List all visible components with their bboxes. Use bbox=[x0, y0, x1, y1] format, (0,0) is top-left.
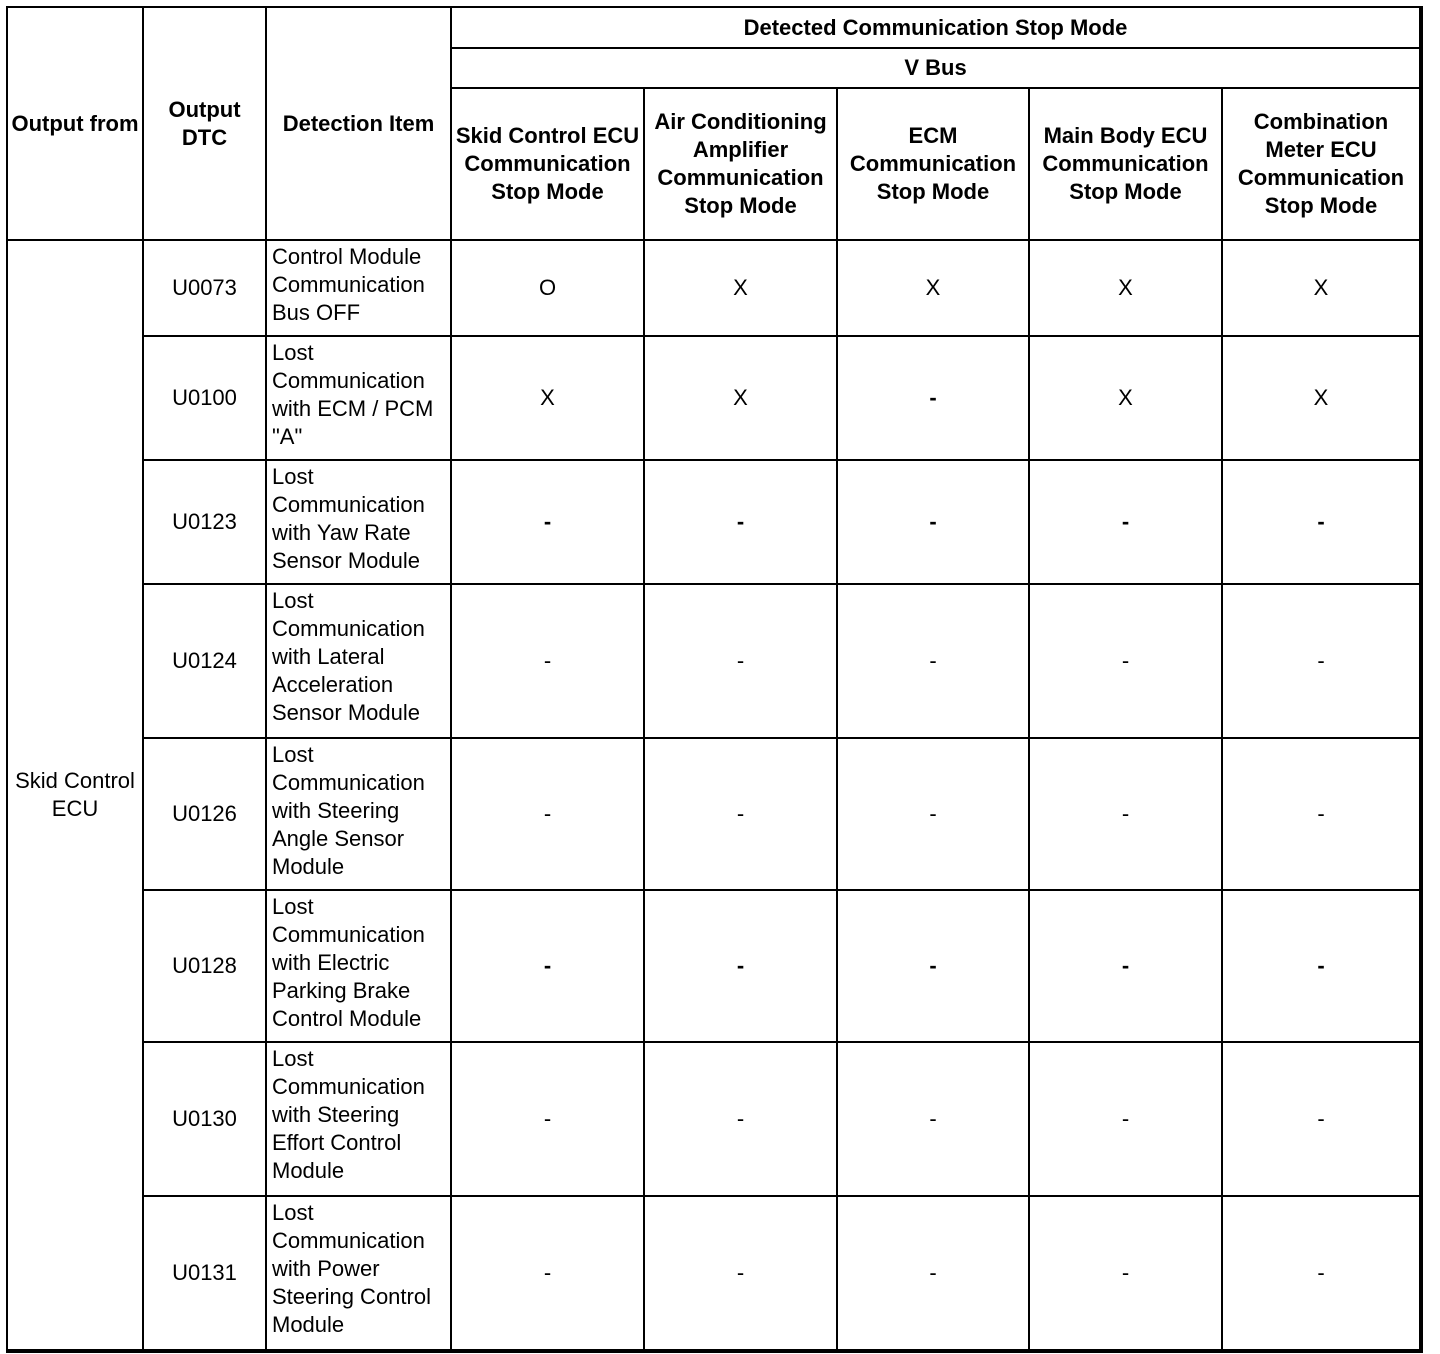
mark-cell: X bbox=[1029, 240, 1222, 336]
mark-cell: - bbox=[1222, 738, 1419, 890]
mark-cell: X bbox=[451, 336, 644, 460]
header-mode-ecm: ECM Communication Stop Mode bbox=[837, 88, 1029, 240]
header-detection-item: Detection Item bbox=[266, 8, 451, 240]
mark-cell: - bbox=[837, 738, 1029, 890]
mark-cell: - bbox=[451, 890, 644, 1042]
dtc-cell: U0130 bbox=[143, 1042, 266, 1196]
output-from-cell: Skid Control ECU bbox=[8, 240, 143, 1349]
mark-cell: - bbox=[837, 336, 1029, 460]
mark-cell: - bbox=[1029, 460, 1222, 584]
table-row bbox=[8, 890, 1419, 1042]
mark-cell: - bbox=[837, 460, 1029, 584]
detection-item-cell: Lost Communication with Steering Angle Sensor Module bbox=[266, 738, 451, 890]
mark-cell: - bbox=[1222, 584, 1419, 738]
dtc-cell: U0073 bbox=[143, 240, 266, 336]
detection-item-cell: Lost Communication with Power Steering Control Module bbox=[266, 1196, 451, 1349]
detection-item-cell: Lost Communication with Lateral Acceleration Sensor Module bbox=[266, 584, 451, 738]
mark-cell: X bbox=[644, 240, 837, 336]
mark-cell: - bbox=[837, 890, 1029, 1042]
header-output-from: Output from bbox=[8, 8, 143, 240]
mark-cell: X bbox=[644, 336, 837, 460]
detection-item-cell: Control Module Communication Bus OFF bbox=[266, 240, 451, 336]
mark-cell: - bbox=[644, 1042, 837, 1196]
mark-cell: - bbox=[837, 1042, 1029, 1196]
table-row bbox=[8, 1196, 1419, 1349]
mark-cell: - bbox=[1222, 1042, 1419, 1196]
header-mode-main-body-ecu: Main Body ECU Communication Stop Mode bbox=[1029, 88, 1222, 240]
header-bus: V Bus bbox=[451, 48, 1419, 88]
mark-cell: - bbox=[1029, 584, 1222, 738]
mark-cell: - bbox=[1222, 890, 1419, 1042]
table-row bbox=[8, 336, 1419, 460]
mark-cell: - bbox=[451, 584, 644, 738]
mark-cell: - bbox=[644, 460, 837, 584]
dtc-cell: U0100 bbox=[143, 336, 266, 460]
table-row bbox=[8, 738, 1419, 890]
mark-cell: - bbox=[837, 584, 1029, 738]
header-mode-skid-control-ecu: Skid Control ECU Communication Stop Mode bbox=[451, 88, 644, 240]
table-row bbox=[8, 240, 1419, 336]
mark-cell: - bbox=[451, 460, 644, 584]
header-mode-combination-meter-ecu: Combination Meter ECU Communication Stop Mode bbox=[1222, 88, 1419, 240]
dtc-cell: U0123 bbox=[143, 460, 266, 584]
mark-cell: O bbox=[451, 240, 644, 336]
mark-cell: - bbox=[451, 738, 644, 890]
mark-cell: - bbox=[451, 1042, 644, 1196]
detection-item-cell: Lost Communication with Electric Parking Brake Control Module bbox=[266, 890, 451, 1042]
detection-item-cell: Lost Communication with Steering Effort Control Module bbox=[266, 1042, 451, 1196]
mark-cell: - bbox=[1029, 890, 1222, 1042]
table-row bbox=[8, 584, 1419, 738]
mark-cell: - bbox=[644, 890, 837, 1042]
table-row bbox=[8, 1042, 1419, 1196]
mark-cell: - bbox=[837, 1196, 1029, 1349]
dtc-table-frame bbox=[6, 6, 1423, 1353]
mark-cell: - bbox=[1029, 738, 1222, 890]
mark-cell: - bbox=[644, 584, 837, 738]
mark-cell: - bbox=[644, 738, 837, 890]
mark-cell: - bbox=[1222, 1196, 1419, 1349]
dtc-table bbox=[8, 8, 1419, 1349]
header-detected-mode: Detected Communication Stop Mode bbox=[451, 8, 1419, 48]
mark-cell: - bbox=[1222, 460, 1419, 584]
dtc-cell: U0124 bbox=[143, 584, 266, 738]
header-mode-air-conditioning-amplifier: Air Conditioning Amplifier Communication Stop Mode bbox=[644, 88, 837, 240]
mark-cell: X bbox=[1222, 336, 1419, 460]
mark-cell: - bbox=[644, 1196, 837, 1349]
mark-cell: X bbox=[1222, 240, 1419, 336]
mark-cell: X bbox=[837, 240, 1029, 336]
dtc-cell: U0128 bbox=[143, 890, 266, 1042]
mark-cell: - bbox=[1029, 1042, 1222, 1196]
header-output-dtc: Output DTC bbox=[143, 8, 266, 240]
dtc-cell: U0131 bbox=[143, 1196, 266, 1349]
mark-cell: - bbox=[451, 1196, 644, 1349]
mark-cell: X bbox=[1029, 336, 1222, 460]
detection-item-cell: Lost Communication with Yaw Rate Sensor Module bbox=[266, 460, 451, 584]
mark-cell: - bbox=[1029, 1196, 1222, 1349]
detection-item-cell: Lost Communication with ECM / PCM "A" bbox=[266, 336, 451, 460]
table-row bbox=[8, 460, 1419, 584]
dtc-cell: U0126 bbox=[143, 738, 266, 890]
